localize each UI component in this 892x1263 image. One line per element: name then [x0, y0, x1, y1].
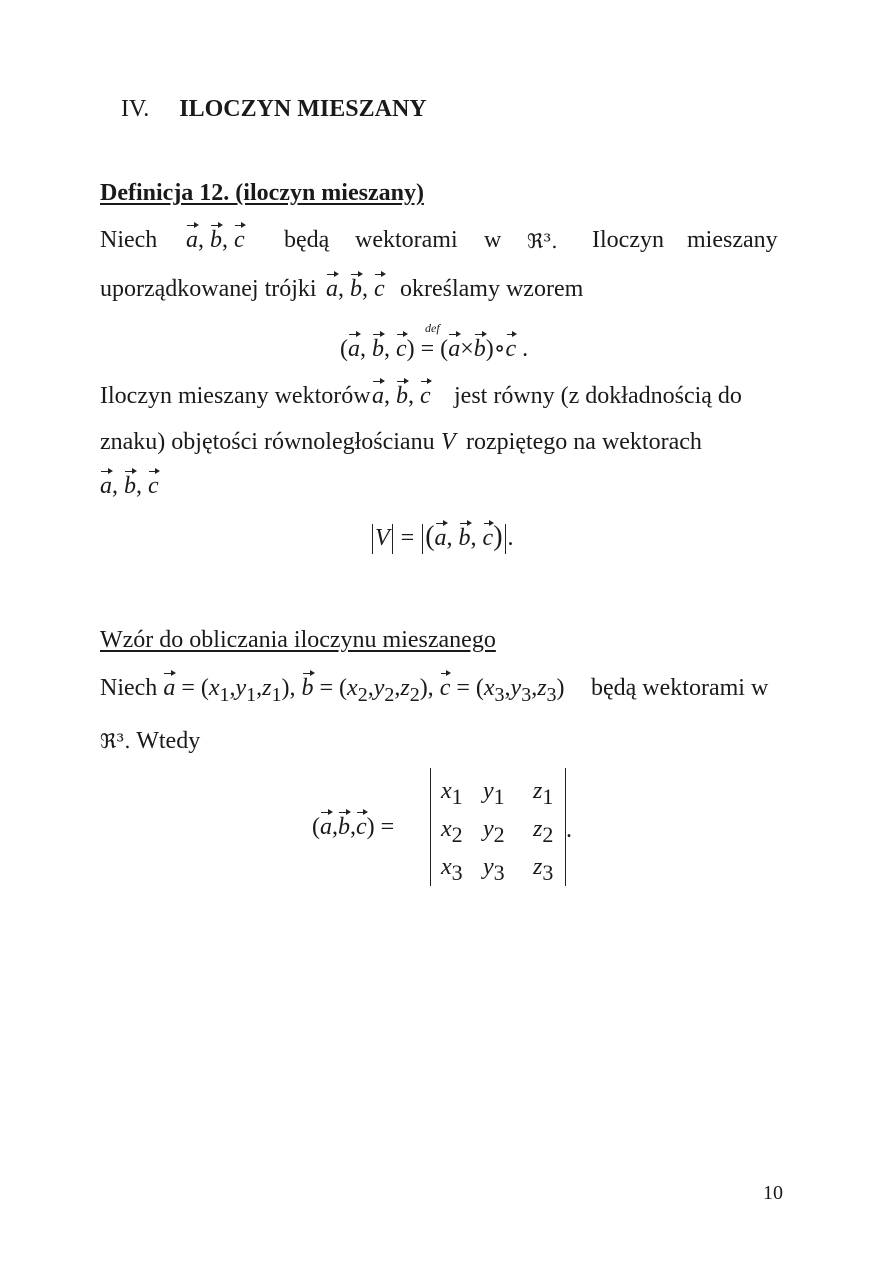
vol-line-3-vars: a, b, c — [100, 473, 159, 499]
determinant-period: . — [566, 817, 572, 843]
vol-line-1-end: jest równy (z dokładnością do — [454, 383, 742, 409]
vec-defs-line: Niech $a = (x_1,y_1,z_1)$, $b = (x_2,y_2,z_2)$, $c = (x_3,y_3,z_3)$ — [100, 675, 565, 706]
def-line-1-space: ℜ³. — [527, 229, 558, 253]
wtedy-line: ℜ³. Wtedy — [100, 728, 201, 754]
volume-formula: V = (a, b, c) . — [370, 523, 514, 554]
matrix-cell: $z_1$ — [533, 778, 554, 809]
def-label: def — [425, 321, 440, 335]
definition-heading: Definicja 12. (iloczyn mieszany) — [100, 180, 424, 206]
page-number: 10 — [763, 1182, 783, 1204]
def-formula: (a, b, c) = (a×b)∘c . — [340, 336, 529, 362]
matrix-cell: $y_2$ — [483, 816, 505, 847]
matrix-cell: $z_2$ — [533, 816, 554, 847]
chapter-heading — [121, 96, 427, 123]
matrix-cell: $y_3$ — [483, 854, 505, 885]
def-line-1-vars: a, b, c — [186, 227, 245, 253]
vol-line-2-end: rozpiętego na wektorach — [466, 429, 702, 455]
chapter-title: ILOCZYN MIESZANY — [179, 96, 427, 122]
vol-line-2-var: V — [441, 429, 456, 455]
def-line-1-w4: Iloczyn — [592, 227, 664, 253]
def-line-1-w5: mieszany — [687, 227, 778, 253]
def-line-1-start: Niech — [100, 227, 158, 253]
def-line-2-start: uporządkowanej trójki — [100, 276, 317, 302]
matrix-cell: $x_3$ — [441, 854, 463, 885]
def-line-1-w1: będą — [284, 227, 330, 253]
determinant-matrix — [430, 768, 566, 886]
vol-line-1-start: Iloczyn mieszany wektorów — [100, 383, 371, 409]
chapter-number: IV. — [121, 96, 150, 122]
def-line-1-w2: wektorami — [355, 227, 458, 253]
matrix-cell: $z_3$ — [533, 854, 554, 885]
vol-line-2-start: znaku) objętości równoległościanu — [100, 429, 435, 455]
matrix-cell: $y_1$ — [483, 778, 505, 809]
def-line-2-end: określamy wzorem — [400, 276, 584, 302]
def-line-2-vars: a, b, c — [326, 276, 385, 302]
vec-defs-end: będą wektorami w — [591, 675, 769, 701]
def-line-1-w3: w — [484, 227, 502, 253]
determinant-lhs: (a,b,c) = — [312, 814, 395, 840]
matrix-cell: $x_2$ — [441, 816, 463, 847]
vol-line-1-vars: a, b, c — [372, 383, 431, 409]
matrix-cell: $x_1$ — [441, 778, 463, 809]
formula-section-heading: Wzór do obliczania iloczynu mieszanego — [100, 627, 496, 653]
